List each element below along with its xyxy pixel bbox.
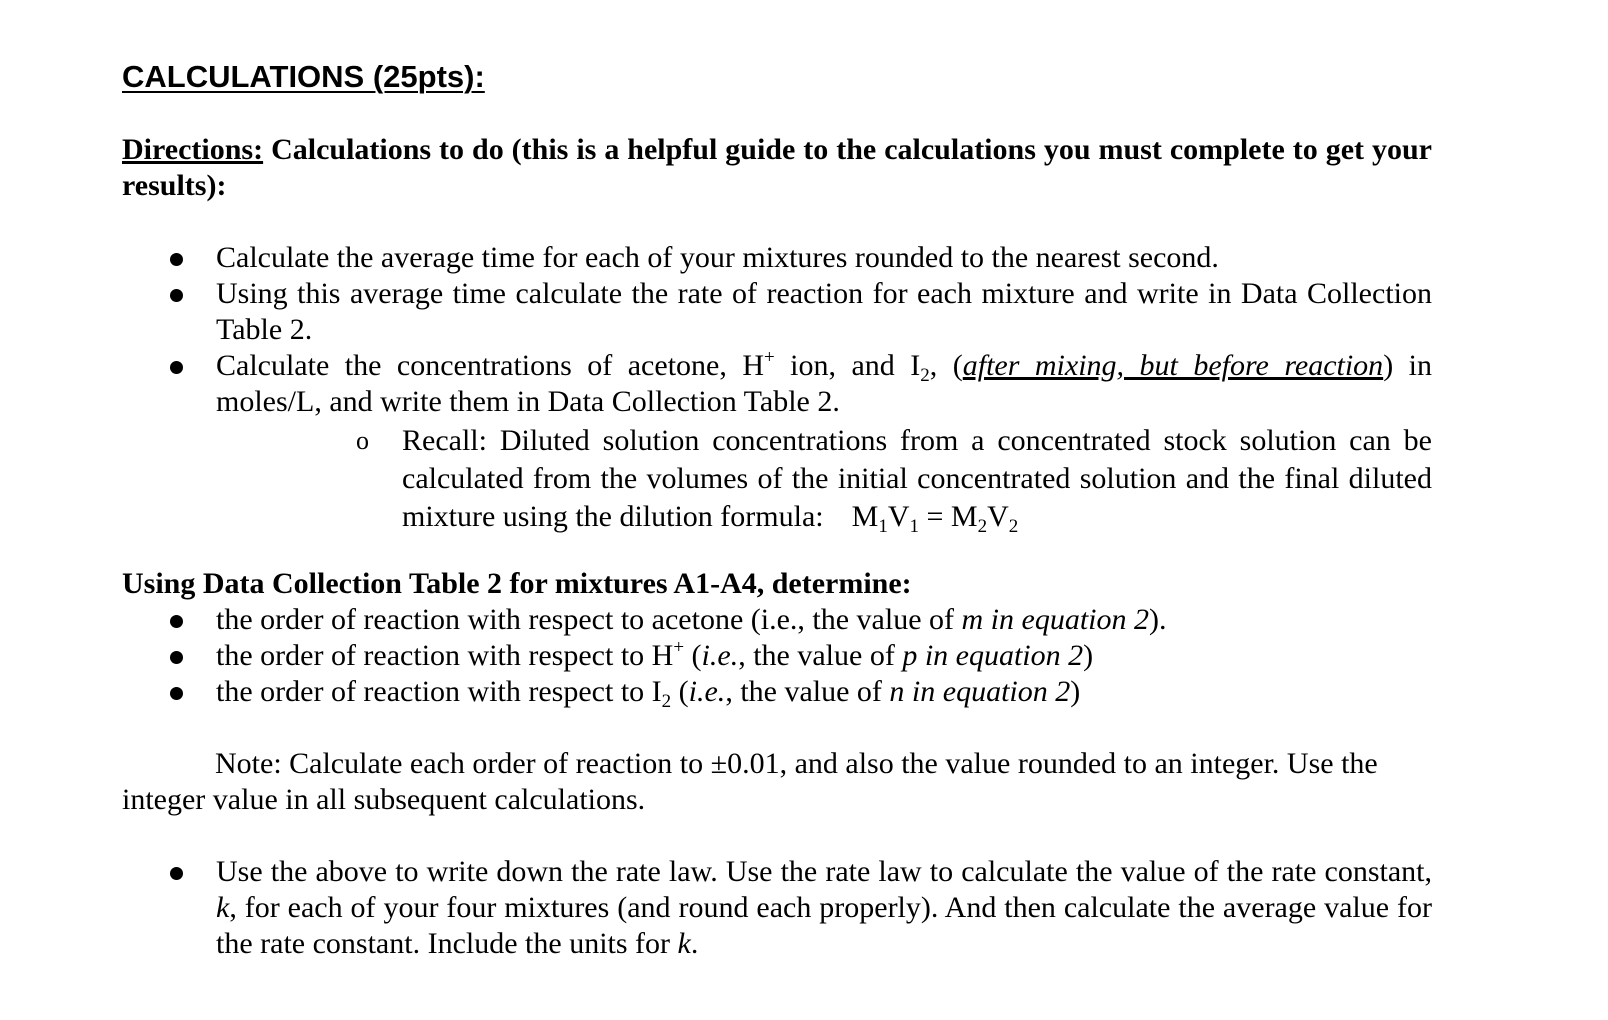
emphasized-phrase: after mixing, but before reaction xyxy=(962,349,1384,382)
list-item-text: ) in moles/L, and write them in Data Collection Table 2. xyxy=(216,349,1432,418)
superscript: + xyxy=(763,347,775,368)
bullet-icon xyxy=(170,615,183,628)
list-item-text: Using this average time calculate the rate of reaction for each mixture and write in Data Collection Table 2. xyxy=(216,277,1432,346)
list-item: the order of reaction with respect to H+ (i.e., the value of p in equation 2) xyxy=(122,638,1432,674)
bullet-icon xyxy=(170,253,183,266)
sub-item-text: Recall: Diluted solution concentrations from a concentrated stock solution can be calculated from the volumes of the initial concentrated solution and the final diluted mixture using the dilution formula: xyxy=(402,424,1432,533)
list-item xyxy=(122,348,1432,536)
calculation-list xyxy=(122,240,1432,536)
determine-heading: Using Data Collection Table 2 for mixtures A1-A4, determine: xyxy=(122,567,912,600)
bullet-icon xyxy=(170,687,183,700)
list-item: Use the above to write down the rate law. Use the rate law to calculate the value of the rate constant, k, for each of your four mixtures (and round each properly). And then calculate the average value for the rate constant. Include the units for k. xyxy=(122,854,1432,962)
determine-list xyxy=(122,602,1432,710)
list-item-text: ion, and I xyxy=(774,349,921,382)
directions-text: Calculations to do (this is a helpful guide to the calculations you must complete to get your results): xyxy=(122,133,1432,202)
sub-list-item xyxy=(216,422,1432,536)
list-item xyxy=(122,240,1432,276)
rate-law-list xyxy=(122,854,1432,962)
directions-label: Directions: xyxy=(122,133,264,166)
list-item-text: Calculate the concentrations of acetone, H xyxy=(216,349,764,382)
list-item: the order of reaction with respect to acetone (i.e., the value of m in equation 2). xyxy=(122,602,1432,638)
bullet-icon xyxy=(170,867,183,880)
list-item-text: Calculate the average time for each of your mixtures rounded to the nearest second. xyxy=(216,241,1219,274)
list-item-text: , ( xyxy=(929,349,963,382)
directions-paragraph xyxy=(122,132,1432,204)
list-item xyxy=(122,276,1432,348)
section-heading: CALCULATIONS (25pts): xyxy=(122,59,485,94)
bullet-icon xyxy=(170,651,183,664)
hollow-bullet-icon: o xyxy=(356,426,369,455)
note-paragraph: Note: Calculate each order of reaction to ±0.01, and also the value rounded to an integer. Use the integer value in all subsequent calculations. xyxy=(122,747,1378,816)
bullet-icon xyxy=(170,289,183,302)
dilution-formula: $M_1V_1 = M_2V_2$ xyxy=(851,500,1019,537)
list-item: the order of reaction with respect to $I_2$ (i.e., the value of n in equation 2) xyxy=(122,674,1432,710)
subscript: 2 xyxy=(920,365,930,386)
bullet-icon xyxy=(170,361,183,374)
